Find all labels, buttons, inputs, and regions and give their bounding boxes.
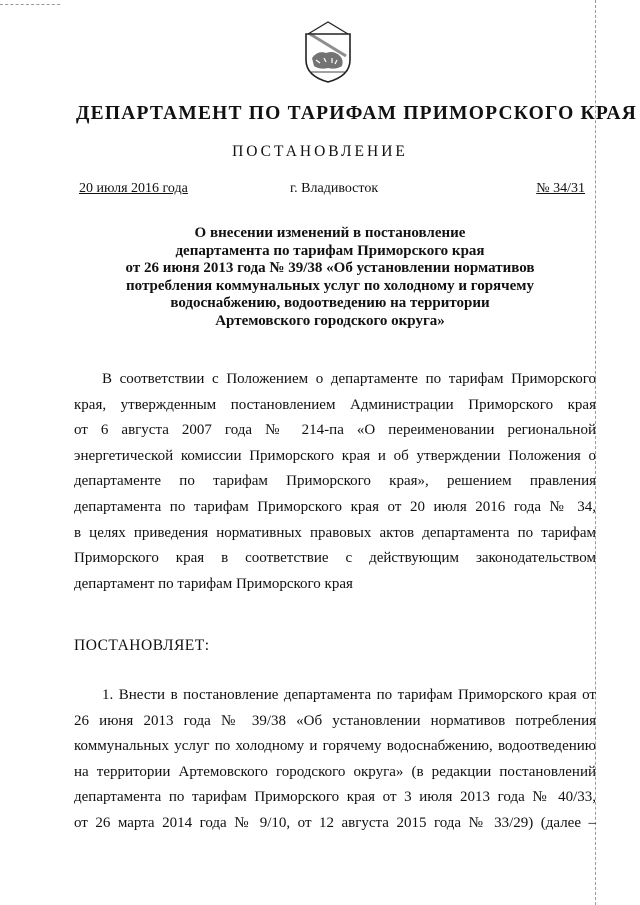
resolves-label: ПОСТАНОВЛЯЕТ: xyxy=(74,637,210,654)
document-type: ПОСТАНОВЛЕНИЕ xyxy=(232,143,408,160)
document-city: г. Владивосток xyxy=(290,181,379,196)
paragraph-line: коммунальных услуг по холодному и горячему водоснабжению, водоотведению xyxy=(74,738,596,755)
document-number: № 34/31 xyxy=(536,181,585,196)
paragraph-line: департамент по тарифам Приморского края xyxy=(74,575,353,592)
paragraph-line: в целях приведения нормативных правовых актов департамента по тарифам xyxy=(74,524,596,541)
heading-line: от 26 июня 2013 года № 39/38 «Об установлении нормативов xyxy=(125,260,535,276)
heading-line: потребления коммунальных услуг по холодному и горячему xyxy=(126,277,534,294)
paragraph-line: 1. Внести в постановление департамента по тарифам Приморского края от xyxy=(102,687,596,703)
paragraph-line: от 6 августа 2007 года № 214-па «О переименовании региональной xyxy=(74,422,596,439)
paragraph-line: департамента по тарифам Приморского края от 20 июля 2016 года № 34, xyxy=(74,498,596,515)
paragraph-line: на территории Артемовского городского округа» (в редакции постановлений xyxy=(74,763,596,780)
date-line xyxy=(79,181,585,199)
heading-line: водоснабжению, водоотведению на территории xyxy=(170,295,490,311)
paragraph-line: 26 июня 2013 года № 39/38 «Об установлении нормативов потребления xyxy=(74,712,596,729)
heading-line: Артемовского городского округа» xyxy=(215,312,445,329)
document-date: 20 июля 2016 года xyxy=(79,181,188,196)
paragraph-line: энергетической комиссии Приморского края и об утверждении Положения о xyxy=(74,447,596,464)
department-title: ДЕПАРТАМЕНТ ПО ТАРИФАМ ПРИМОРСКОГО КРАЯ xyxy=(76,103,638,124)
clause-1-paragraph xyxy=(74,683,596,837)
scan-edge-top xyxy=(0,4,60,5)
document-heading xyxy=(100,225,560,330)
paragraph-line: Приморского края в соответствие с действующим законодательством xyxy=(74,550,596,567)
preamble-paragraph xyxy=(74,367,596,597)
paragraph-line: департаменте по тарифам Приморского края», решением правления xyxy=(74,473,596,490)
heading-line: департамента по тарифам Приморского края xyxy=(175,242,485,259)
coat-of-arms-icon xyxy=(302,20,354,84)
paragraph-line: от 26 марта 2014 года № 9/10, от 12 августа 2015 года № 33/29) (далее – xyxy=(74,814,596,831)
heading-line: О внесении изменений в постановление xyxy=(194,225,466,241)
paragraph-line: департамента по тарифам Приморского края от 3 июля 2013 года № 40/33, xyxy=(74,789,596,806)
paragraph-line: края, утвержденным постановлением Администрации Приморского края xyxy=(74,396,596,413)
paragraph-line: В соответствии с Положением о департаменте по тарифам Приморского xyxy=(102,371,596,387)
